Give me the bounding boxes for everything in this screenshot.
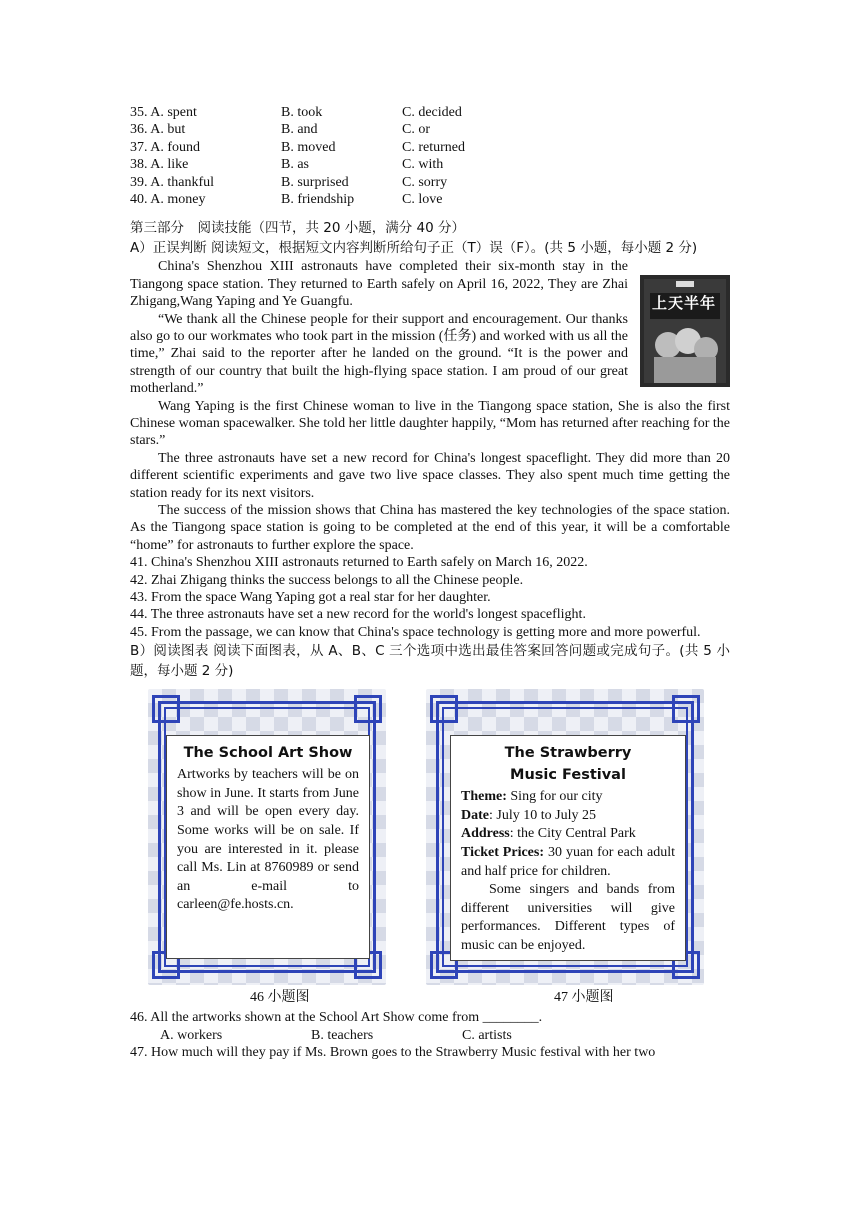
option-c: C. love <box>402 191 443 207</box>
poster-title <box>461 742 675 786</box>
passage-paragraph: The three astronauts have set a new record for China's longest spaceflight. They did more than 20 different scientific experiments and gave two live space classes. They also spent much time getting the station ready for its next visitors. <box>130 450 730 501</box>
corner-ornament-icon <box>430 695 458 723</box>
option-b: B. friendship <box>281 191 355 207</box>
statement: 44. The three astronauts have set a new record for the world's longest spaceflight. <box>130 607 586 623</box>
option-row <box>130 104 730 121</box>
price-value: 30 yuan for each adult and half price for children. <box>461 845 675 879</box>
poster-extra-text: Some singers and bands from different universities will give performances. Different types of music can be enjoyed. <box>461 882 675 954</box>
option-a: 38. A. like <box>130 157 189 173</box>
part3-title: 第三部分 阅读技能（四节，共 20 小题，满分 40 分） <box>130 220 466 237</box>
book-cover-title: 上天半年 <box>652 294 717 313</box>
passage-paragraph: Wang Yaping is the first Chinese woman to live in the Tiangong space station, She is also the first Chinese woman spacewalker. She told her little daughter happily, “Mom has returned after reaching for the stars.” <box>130 398 730 449</box>
statements <box>130 554 730 641</box>
corner-ornament-icon <box>672 695 700 723</box>
option-row <box>130 191 730 208</box>
music-festival-card <box>450 735 686 961</box>
answer-choices <box>130 1027 730 1044</box>
date-value: : July 10 to July 25 <box>489 807 596 823</box>
question-46 <box>130 1009 730 1044</box>
poster-title: The School Art Show <box>183 745 353 762</box>
options-block <box>130 104 730 208</box>
address-label: Address <box>461 826 510 842</box>
passage-paragraph: China's Shenzhou XIII astronauts have completed their six-month stay in the Tiangong space station. They returned to Earth safely on April 16, 2022, They are Zhai Zhigang,Wang Yaping and Ye Guangfu. <box>130 259 628 310</box>
statement: 43. From the space Wang Yaping got a real star for her daughter. <box>130 590 491 606</box>
figures <box>130 689 730 1006</box>
price-label: Ticket Prices: <box>461 845 545 861</box>
corner-ornament-icon <box>152 695 180 723</box>
art-show-poster <box>148 689 386 985</box>
option-b: B. surprised <box>281 174 349 190</box>
statement: 45. From the passage, we can know that China's space technology is getting more and more powerful. <box>130 624 701 640</box>
date-label: Date <box>461 807 489 823</box>
option-b: B. and <box>281 122 318 138</box>
option-row <box>130 139 730 156</box>
question-text: 46. All the artworks shown at the School Art Show come from ________. <box>130 1010 543 1026</box>
choice: C. artists <box>462 1027 512 1043</box>
choice: B. teachers <box>311 1027 374 1043</box>
poster-title-line: Music Festival <box>510 767 626 784</box>
passage <box>130 258 730 554</box>
option-row <box>130 174 730 191</box>
option-a: 36. A. but <box>130 122 186 138</box>
option-c: C. returned <box>402 139 465 155</box>
option-a: 39. A. thankful <box>130 174 214 190</box>
option-a: 37. A. found <box>130 139 200 155</box>
passage-paragraph: “We thank all the Chinese people for their support and encouragement. Our thanks also go to our workmates who took part in the mission (任务) and worked with us all the time,” Zhai said to the reporter after he landed on the ground. “It is the power and strength of our country that built the high-flying space station. I am proud of our great motherland.” <box>130 311 628 397</box>
section-a-title: A）正误判断 阅读短文，根据短文内容判断所给句子正（T）误（F）。(共 5 小题，每小题 2 分) <box>130 240 698 257</box>
option-c: C. or <box>402 122 430 138</box>
option-b: B. moved <box>281 139 336 155</box>
poster-text <box>461 788 675 955</box>
option-a: 40. A. money <box>130 191 206 207</box>
choice: A. workers <box>160 1027 223 1043</box>
option-c: C. with <box>402 157 444 173</box>
option-c: C. decided <box>402 105 462 120</box>
option-b: B. took <box>281 105 323 120</box>
art-show-card <box>166 735 370 959</box>
address-value: : the City Central Park <box>509 826 636 842</box>
corner-ornament-icon <box>354 695 382 723</box>
option-row <box>130 156 730 173</box>
option-b: B. as <box>281 157 309 173</box>
option-c: C. sorry <box>402 174 448 190</box>
theme-label: Theme: <box>461 789 507 805</box>
music-festival-poster <box>426 689 704 985</box>
exam-page <box>130 104 730 1062</box>
theme-value: Sing for our city <box>506 789 603 805</box>
option-a: 35. A. spent <box>130 105 197 120</box>
option-row <box>130 121 730 138</box>
section-b-title: B）阅读图表 阅读下面图表，从 A、B、C 三个选项中选出最佳答案回答问题或完成句子。(共 5 小题，每小题 2 分) <box>130 643 730 680</box>
astronaut-book-image <box>640 275 730 387</box>
poster-text: Artworks by teachers will be on show in June. It starts from June 3 and will be open every day. Some works will be on sale. If you are interested in it. please call Ms. Lin at 8760989 or send an e-mail to carleen@fe.hosts.cn. <box>177 767 359 913</box>
passage-paragraph: The success of the mission shows that China has mastered the key technologies of the space station. As the Tiangong space station is going to be completed at the end of this year, it will be a comfortable “home” for astronauts to further explore the space. <box>130 503 730 553</box>
figure-caption: 46 小题图 <box>250 990 310 1006</box>
figure-caption: 47 小题图 <box>554 990 614 1006</box>
statement: 41. China's Shenzhou XIII astronauts returned to Earth safely on March 16, 2022. <box>130 555 588 571</box>
question-47: 47. How much will they pay if Ms. Brown goes to the Strawberry Music festival with her two <box>130 1045 656 1061</box>
statement: 42. Zhai Zhigang thinks the success belongs to all the Chinese people. <box>130 572 524 588</box>
poster-title-line: The Strawberry <box>504 745 632 762</box>
book-cover-icon <box>640 275 730 387</box>
